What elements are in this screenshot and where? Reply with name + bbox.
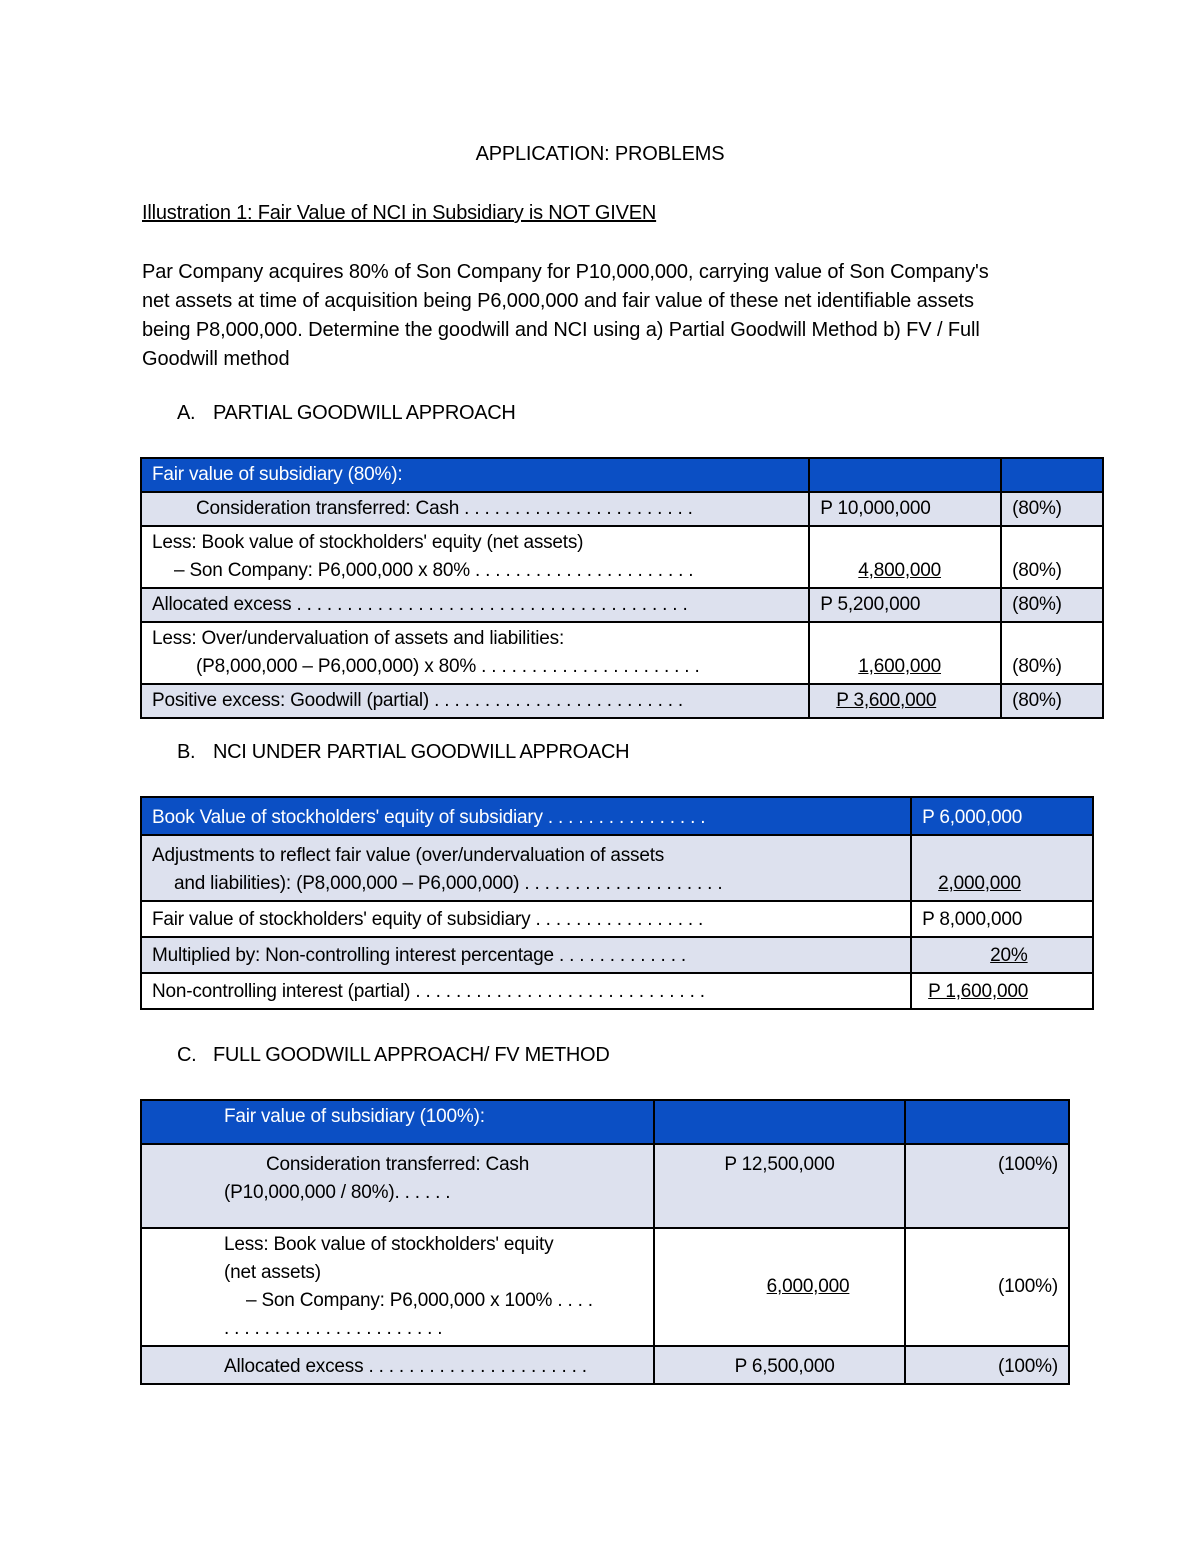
amount-cell: 1,600,000 bbox=[809, 622, 1001, 684]
description-cell: Positive excess: Goodwill (partial) . . . . . . . . . . . . . . . . . . . . . . . . . bbox=[141, 684, 809, 718]
header-amount-cell: P 6,000,000 bbox=[911, 797, 1093, 835]
table-row bbox=[141, 901, 1093, 937]
table-row bbox=[141, 492, 1103, 526]
description-cell: Less: Book value of stockholders' equity (net assets) – Son Company: P6,000,000 x 80% . . . . . . . . . . . . . . . . . . . . . . bbox=[141, 526, 809, 588]
description-cell: Multiplied by: Non-controlling interest percentage . . . . . . . . . . . . . bbox=[141, 937, 911, 973]
table-row bbox=[141, 588, 1103, 622]
problem-line: Par Company acquires 80% of Son Company for P10,000,000, carrying value of Son Company's bbox=[142, 261, 989, 283]
section-letter: B. bbox=[177, 741, 196, 763]
table-row bbox=[141, 1228, 1069, 1346]
percent-cell: (80%) bbox=[1001, 526, 1103, 588]
table-row bbox=[141, 937, 1093, 973]
amount-cell: P 12,500,000 bbox=[654, 1144, 906, 1228]
illustration-heading: Illustration 1: Fair Value of NCI in Subsidiary is NOT GIVEN bbox=[142, 202, 657, 224]
amount-cell: P 1,600,000 bbox=[911, 973, 1093, 1009]
description-cell: Allocated excess . . . . . . . . . . . . . . . . . . . . . . . . . . . . . . . . . . . . . . . bbox=[141, 588, 809, 622]
section-letter: A. bbox=[177, 402, 196, 424]
section-label: NCI UNDER PARTIAL GOODWILL APPROACH bbox=[213, 741, 630, 763]
nci-partial-table bbox=[140, 796, 1094, 1010]
description-cell: Non-controlling interest (partial) . . . . . . . . . . . . . . . . . . . . . . . . . . . . . bbox=[141, 973, 911, 1009]
amount-cell: 2,000,000 bbox=[911, 835, 1093, 901]
table-row bbox=[141, 973, 1093, 1009]
amount-cell: P 6,500,000 bbox=[654, 1346, 906, 1384]
table-header-row bbox=[141, 797, 1093, 835]
problem-line: net assets at time of acquisition being P6,000,000 and fair value of these net identifiable assets bbox=[142, 290, 974, 312]
section-label: FULL GOODWILL APPROACH/ FV METHOD bbox=[213, 1044, 610, 1066]
section-b-heading bbox=[177, 741, 629, 764]
percent-cell: (80%) bbox=[1001, 622, 1103, 684]
description-cell: Fair value of stockholders' equity of subsidiary . . . . . . . . . . . . . . . . . bbox=[141, 901, 911, 937]
amount-cell: P 3,600,000 bbox=[809, 684, 1001, 718]
amount-cell: 6,000,000 bbox=[654, 1228, 906, 1346]
description-cell: Adjustments to reflect fair value (over/undervaluation of assets and liabilities): (P8,000,000 – P6,000,000) . . . . . . . . . . . . . . . . . . . . bbox=[141, 835, 911, 901]
percent-cell: (100%) bbox=[905, 1346, 1069, 1384]
description-cell: Less: Book value of stockholders' equity (net assets) – Son Company: P6,000,000 x 100% . . . . . . . . . . . . . . . . . . . . . . . . . . bbox=[141, 1228, 654, 1346]
description-cell: Consideration transferred: Cash . . . . . . . . . . . . . . . . . . . . . . . bbox=[141, 492, 809, 526]
full-goodwill-table bbox=[140, 1099, 1070, 1385]
amount-cell: P 8,000,000 bbox=[911, 901, 1093, 937]
header-cell bbox=[809, 458, 1001, 492]
amount-cell: P 5,200,000 bbox=[809, 588, 1001, 622]
description-cell: Allocated excess . . . . . . . . . . . . . . . . . . . . . . bbox=[141, 1346, 654, 1384]
amount-cell: 20% bbox=[911, 937, 1093, 973]
amount-cell: 4,800,000 bbox=[809, 526, 1001, 588]
description-cell: Consideration transferred: Cash (P10,000,000 / 80%). . . . . . bbox=[141, 1144, 654, 1228]
section-a-heading bbox=[177, 402, 516, 425]
header-cell: Fair value of subsidiary (80%): bbox=[141, 458, 809, 492]
table-header-row bbox=[141, 1100, 1069, 1144]
percent-cell: (80%) bbox=[1001, 684, 1103, 718]
section-letter: C. bbox=[177, 1044, 197, 1066]
percent-cell: (80%) bbox=[1001, 588, 1103, 622]
problem-statement bbox=[142, 258, 1072, 374]
percent-cell: (100%) bbox=[905, 1144, 1069, 1228]
table-row bbox=[141, 1346, 1069, 1384]
percent-cell: (80%) bbox=[1001, 492, 1103, 526]
table-header-row bbox=[141, 458, 1103, 492]
problem-line: being P8,000,000. Determine the goodwill and NCI using a) Partial Goodwill Method b) FV / Full bbox=[142, 319, 980, 341]
header-cell bbox=[654, 1100, 906, 1144]
section-label: PARTIAL GOODWILL APPROACH bbox=[213, 402, 516, 424]
description-cell: Less: Over/undervaluation of assets and liabilities: (P8,000,000 – P6,000,000) x 80% . . . . . . . . . . . . . . . . . . . . . . bbox=[141, 622, 809, 684]
header-cell: Fair value of subsidiary (100%): bbox=[141, 1100, 654, 1144]
table-row bbox=[141, 1144, 1069, 1228]
table-row bbox=[141, 526, 1103, 588]
problem-line: Goodwill method bbox=[142, 348, 290, 370]
amount-cell: P 10,000,000 bbox=[809, 492, 1001, 526]
partial-goodwill-table bbox=[140, 457, 1104, 719]
header-cell bbox=[905, 1100, 1069, 1144]
page-title: APPLICATION: PROBLEMS bbox=[475, 143, 725, 165]
header-cell: Book Value of stockholders' equity of subsidiary . . . . . . . . . . . . . . . . bbox=[141, 797, 911, 835]
header-cell bbox=[1001, 458, 1103, 492]
percent-cell: (100%) bbox=[905, 1228, 1069, 1346]
table-row bbox=[141, 684, 1103, 718]
section-c-heading bbox=[177, 1044, 609, 1067]
table-row bbox=[141, 622, 1103, 684]
table-row bbox=[141, 835, 1093, 901]
